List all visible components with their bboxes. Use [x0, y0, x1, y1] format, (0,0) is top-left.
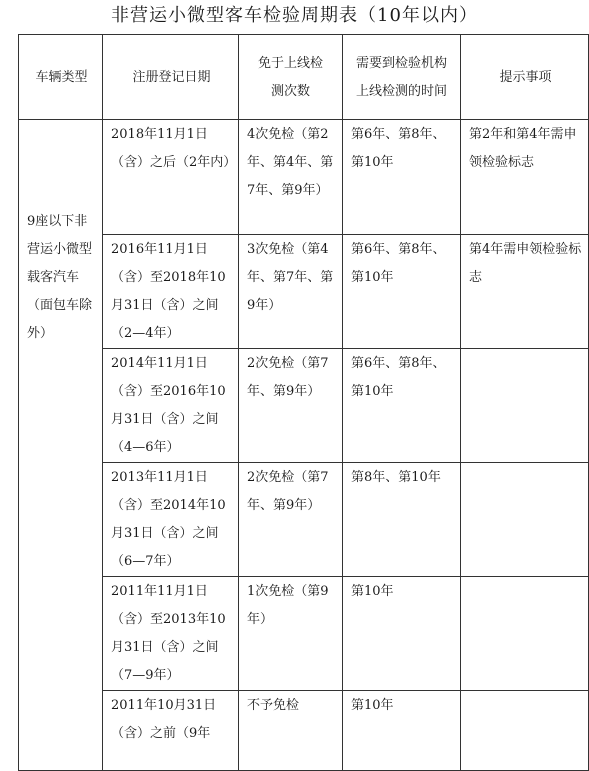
table-row: [19, 577, 589, 691]
notes-cell: [461, 577, 589, 691]
notes-cell: [461, 349, 589, 463]
notes-cell: 第2年和第4年需申领检验标志: [461, 120, 589, 235]
inspection-time-cell: 第6年、第8年、第10年: [343, 349, 461, 463]
exempt-count-cell: 2次免检（第7年、第9年）: [239, 349, 343, 463]
header-registration-date: 注册登记日期: [103, 35, 239, 120]
registration-date-cell: 2011年11月1日（含）至2013年10月31日（含）之间（7—9年）: [103, 577, 239, 691]
inspection-time-cell: 第10年: [343, 691, 461, 771]
exempt-count-cell: 4次免检（第2年、第4年、第7年、第9年）: [239, 120, 343, 235]
header-inspection-time: 需要到检验机构上线检测的时间: [343, 35, 461, 120]
exempt-count-cell: 1次免检（第9年）: [239, 577, 343, 691]
registration-date-cell: 2011年10月31日（含）之前（9年: [103, 691, 239, 771]
table-row: [19, 120, 589, 235]
inspection-time-cell: 第10年: [343, 577, 461, 691]
exempt-count-cell: 不予免检: [239, 691, 343, 771]
registration-date-cell: 2016年11月1日（含）至2018年10月31日（含）之间（2—4年）: [103, 235, 239, 349]
header-vehicle-type: 车辆类型: [19, 35, 103, 120]
notes-cell: 第4年需申领检验标志: [461, 235, 589, 349]
registration-date-cell: 2014年11月1日（含）至2016年10月31日（含）之间（4—6年）: [103, 349, 239, 463]
table-row: [19, 235, 589, 349]
header-exempt-count: 免于上线检测次数: [239, 35, 343, 120]
table-row: [19, 463, 589, 577]
exempt-count-cell: 3次免检（第4年、第7年、第9年）: [239, 235, 343, 349]
inspection-time-cell: 第6年、第8年、第10年: [343, 120, 461, 235]
inspection-cycle-table: [18, 34, 589, 771]
vehicle-type-cell: [19, 120, 103, 771]
header-notes: 提示事项: [461, 35, 589, 120]
inspection-time-cell: 第8年、第10年: [343, 463, 461, 577]
table-row: [19, 691, 589, 771]
inspection-time-cell: 第6年、第8年、第10年: [343, 235, 461, 349]
table-header-row: [19, 35, 589, 120]
exempt-count-cell: 2次免检（第7年、第9年）: [239, 463, 343, 577]
notes-cell: [461, 463, 589, 577]
registration-date-cell: 2018年11月1日（含）之后（2年内）: [103, 120, 239, 235]
table-title: 非营运小微型客车检验周期表（10年以内）: [111, 5, 478, 26]
notes-cell: [461, 691, 589, 771]
registration-date-cell: 2013年11月1日（含）至2014年10月31日（含）之间（6—7年）: [103, 463, 239, 577]
table-row: [19, 349, 589, 463]
vehicle-type-text: 9座以下非营运小微型载客汽车（面包车除外）: [27, 213, 93, 341]
